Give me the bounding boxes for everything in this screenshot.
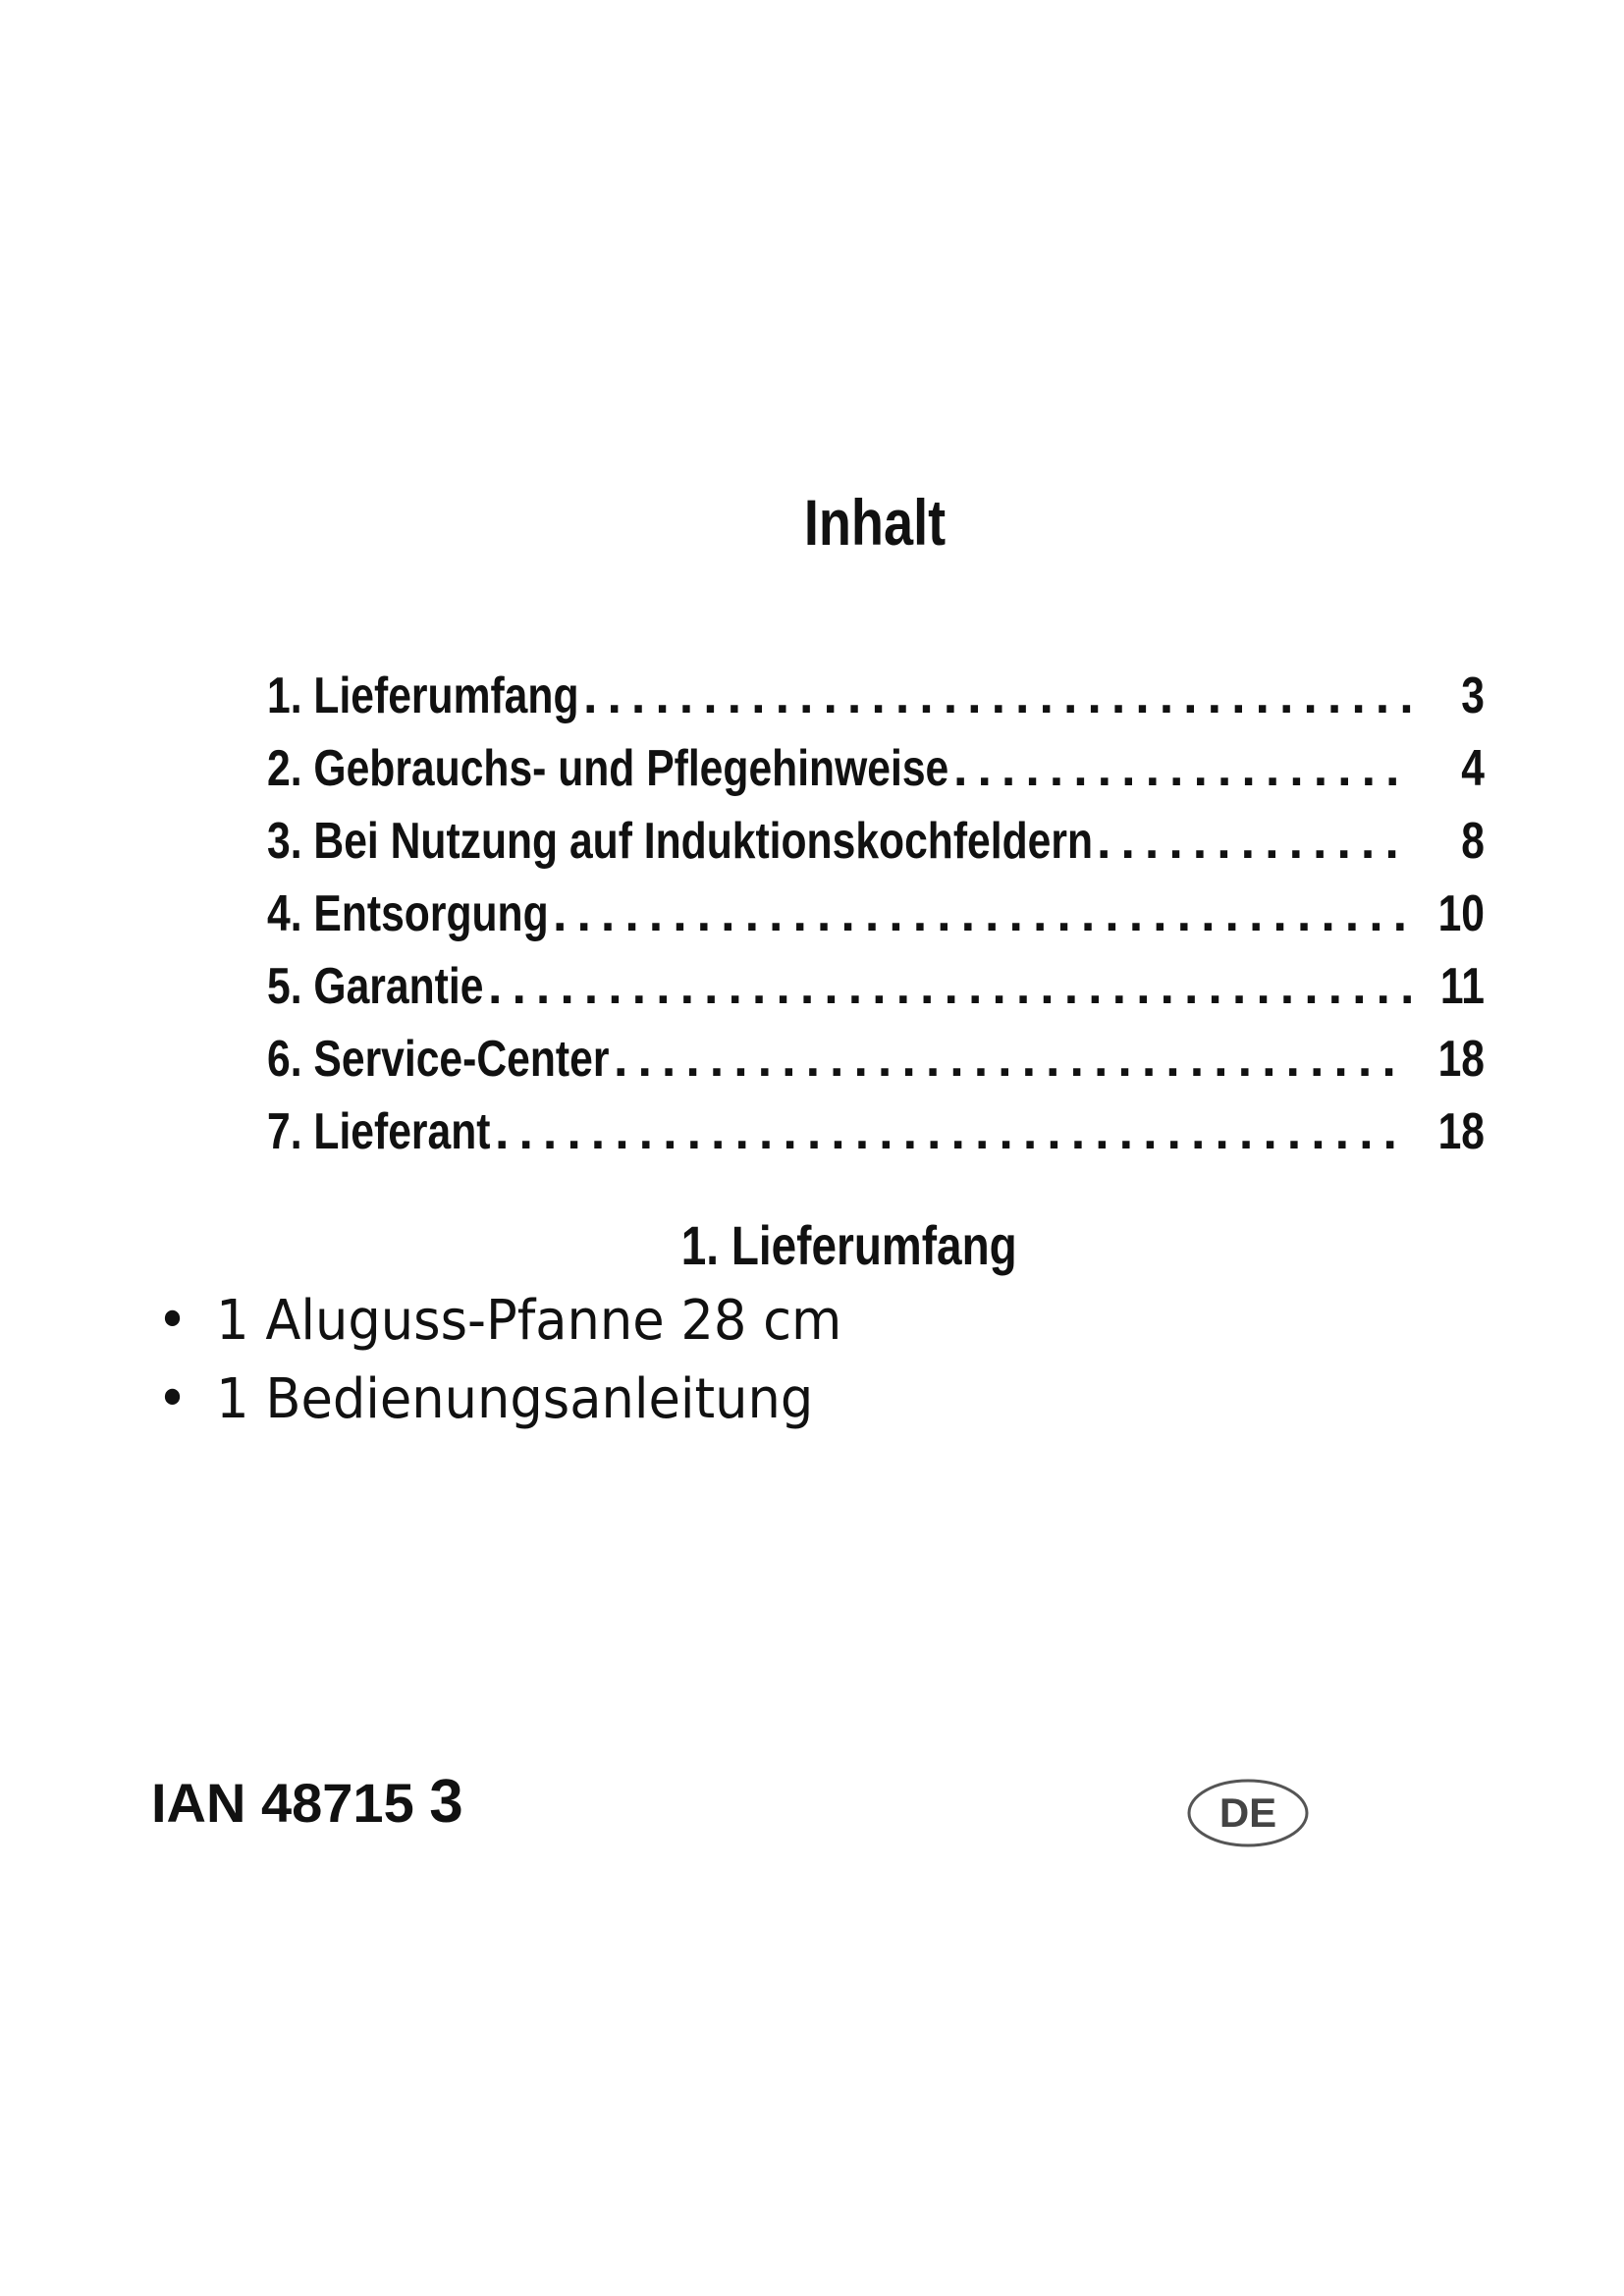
list-item-text: 1 Aluguss-Pfanne 28 cm — [216, 1289, 842, 1353]
list-item — [157, 1282, 1265, 1361]
toc-leader-dots: ....................................... — [488, 958, 1425, 1015]
toc-leader-dots: ................................. — [614, 1031, 1406, 1088]
toc-entry — [267, 878, 1485, 950]
toc-entry — [267, 660, 1485, 732]
list-item — [157, 1361, 1265, 1439]
toc-entry-label: 6. Service-Center — [267, 1031, 610, 1088]
toc-entry-page: 11 — [1439, 958, 1485, 1015]
toc-leader-dots: ............. — [1097, 813, 1409, 870]
toc-entry-page: 3 — [1461, 667, 1485, 724]
toc-entry — [267, 1095, 1485, 1168]
ian-suffix: 3 — [429, 1768, 463, 1836]
toc-entry — [267, 805, 1485, 878]
toc-leader-dots: ................................... — [583, 667, 1424, 724]
page-title: Inhalt — [803, 486, 947, 559]
toc-entry-page: 8 — [1461, 813, 1485, 870]
table-of-contents — [267, 660, 1485, 1168]
bullet-icon: • — [157, 1289, 189, 1353]
country-badge — [1186, 1777, 1310, 1849]
section-heading-text: 1. Lieferumfang — [680, 1214, 1017, 1276]
toc-entry-label: 2. Gebrauchs- und Pflegehinweise — [267, 740, 949, 797]
toc-entry — [267, 732, 1485, 805]
section-heading — [146, 1209, 1478, 1282]
toc-entry-page: 10 — [1437, 885, 1485, 942]
toc-entry-label: 1. Lieferumfang — [267, 667, 579, 724]
ian-number — [151, 1769, 463, 1837]
toc-entry-label: 4. Entsorgung — [267, 885, 549, 942]
bullet-icon: • — [157, 1367, 189, 1431]
toc-entry — [267, 1023, 1485, 1095]
toc-entry-label: 3. Bei Nutzung auf Induktionskochfeldern — [267, 813, 1093, 870]
toc-leader-dots: .................................... — [553, 885, 1418, 942]
toc-entry-page: 4 — [1461, 740, 1485, 797]
toc-entry-page: 18 — [1437, 1103, 1485, 1160]
toc-entry-label: 5. Garantie — [267, 958, 484, 1015]
toc-entry — [267, 950, 1485, 1023]
ian-prefix: IAN 48715 — [151, 1772, 414, 1834]
toc-entry-label: 7. Lieferant — [267, 1103, 491, 1160]
toc-leader-dots: ...................................... — [495, 1103, 1407, 1160]
toc-leader-dots: ................... — [953, 740, 1410, 797]
list-item-text: 1 Bedienungsanleitung — [216, 1367, 814, 1431]
delivery-contents-list — [157, 1282, 1335, 1439]
toc-entry-page: 18 — [1437, 1031, 1485, 1088]
country-code: DE — [1218, 1789, 1277, 1836]
